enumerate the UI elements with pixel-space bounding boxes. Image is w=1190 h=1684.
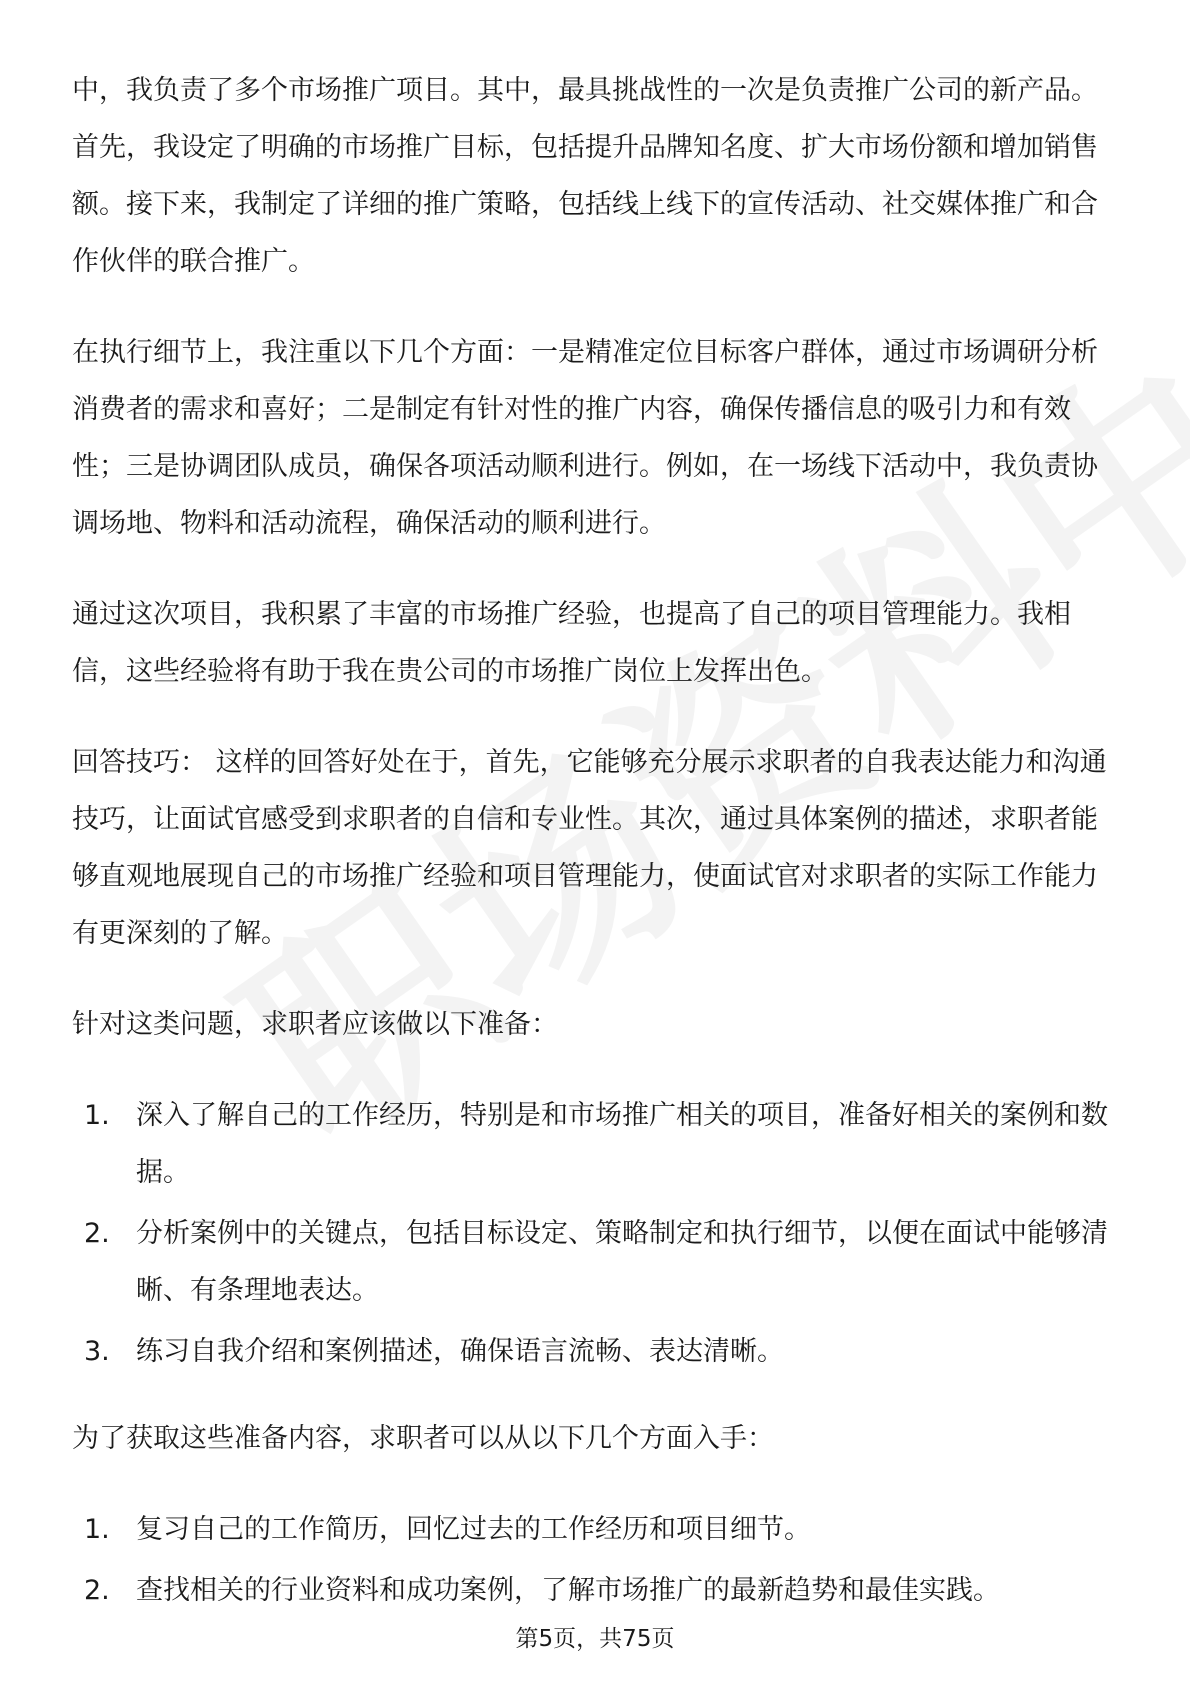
list-item-text: 深入了解自己的工作经历，特别是和市场推广相关的项目，准备好相关的案例和数据。 <box>136 1100 1108 1188</box>
list-item <box>72 1562 1122 1619</box>
paragraph-project-intro: 中，我负责了多个市场推广项目。其中，最具挑战性的一次是负责推广公司的新产品。首先，我设定了明确的市场推广目标，包括提升品牌知名度、扩大市场份额和增加销售额。接下来，我制定了详细的推广策略，包括线上线下的宣传活动、社交媒体推广和合作伙伴的联合推广。 <box>72 75 1098 277</box>
list-item-number: 2. <box>84 1218 110 1249</box>
paragraph-sources-intro: 为了获取这些准备内容，求职者可以从以下几个方面入手： <box>72 1423 774 1454</box>
list-item <box>72 1087 1122 1201</box>
paragraph-execution-details: 在执行细节上，我注重以下几个方面：一是精准定位目标客户群体，通过市场调研分析消费者的需求和喜好；二是制定有针对性的推广内容，确保传播信息的吸引力和有效性；三是协调团队成员，确保各项活动顺利进行。例如，在一场线下活动中，我负责协调场地、物料和活动流程，确保活动的顺利进行。 <box>72 337 1098 539</box>
list-item <box>72 1323 1122 1380</box>
sources-list <box>72 1501 1122 1619</box>
paragraph-answer-tips: 回答技巧： 这样的回答好处在于，首先，它能够充分展示求职者的自我表达能力和沟通技巧，让面试官感受到求职者的自信和专业性。其次，通过具体案例的描述，求职者能够直观地展现自己的市场推广经验和项目管理能力，使面试官对求职者的实际工作能力有更深刻的了解。 <box>72 747 1107 949</box>
list-item <box>72 1501 1122 1558</box>
list-item-text: 查找相关的行业资料和成功案例，了解市场推广的最新趋势和最佳实践。 <box>136 1575 1000 1606</box>
page-number-footer: 第5页，共75页 <box>515 1626 675 1652</box>
document-body <box>72 62 1122 1649</box>
paragraph-experience-summary: 通过这次项目，我积累了丰富的市场推广经验，也提高了自己的项目管理能力。我相信，这些经验将有助于我在贵公司的市场推广岗位上发挥出色。 <box>72 599 1071 687</box>
paragraph-preparation-intro: 针对这类问题，求职者应该做以下准备： <box>72 1009 558 1040</box>
list-item-number: 3. <box>84 1336 110 1367</box>
list-item-text: 练习自我介绍和案例描述，确保语言流畅、表达清晰。 <box>136 1336 784 1367</box>
list-item <box>72 1205 1122 1319</box>
list-item-text: 分析案例中的关键点，包括目标设定、策略制定和执行细节，以便在面试中能够清晰、有条理地表达。 <box>136 1218 1108 1306</box>
list-item-number: 2. <box>84 1575 110 1606</box>
preparation-list <box>72 1087 1122 1380</box>
list-item-text: 复习自己的工作简历，回忆过去的工作经历和项目细节。 <box>136 1514 811 1545</box>
list-item-number: 1. <box>84 1514 110 1545</box>
list-item-number: 1. <box>84 1100 110 1131</box>
